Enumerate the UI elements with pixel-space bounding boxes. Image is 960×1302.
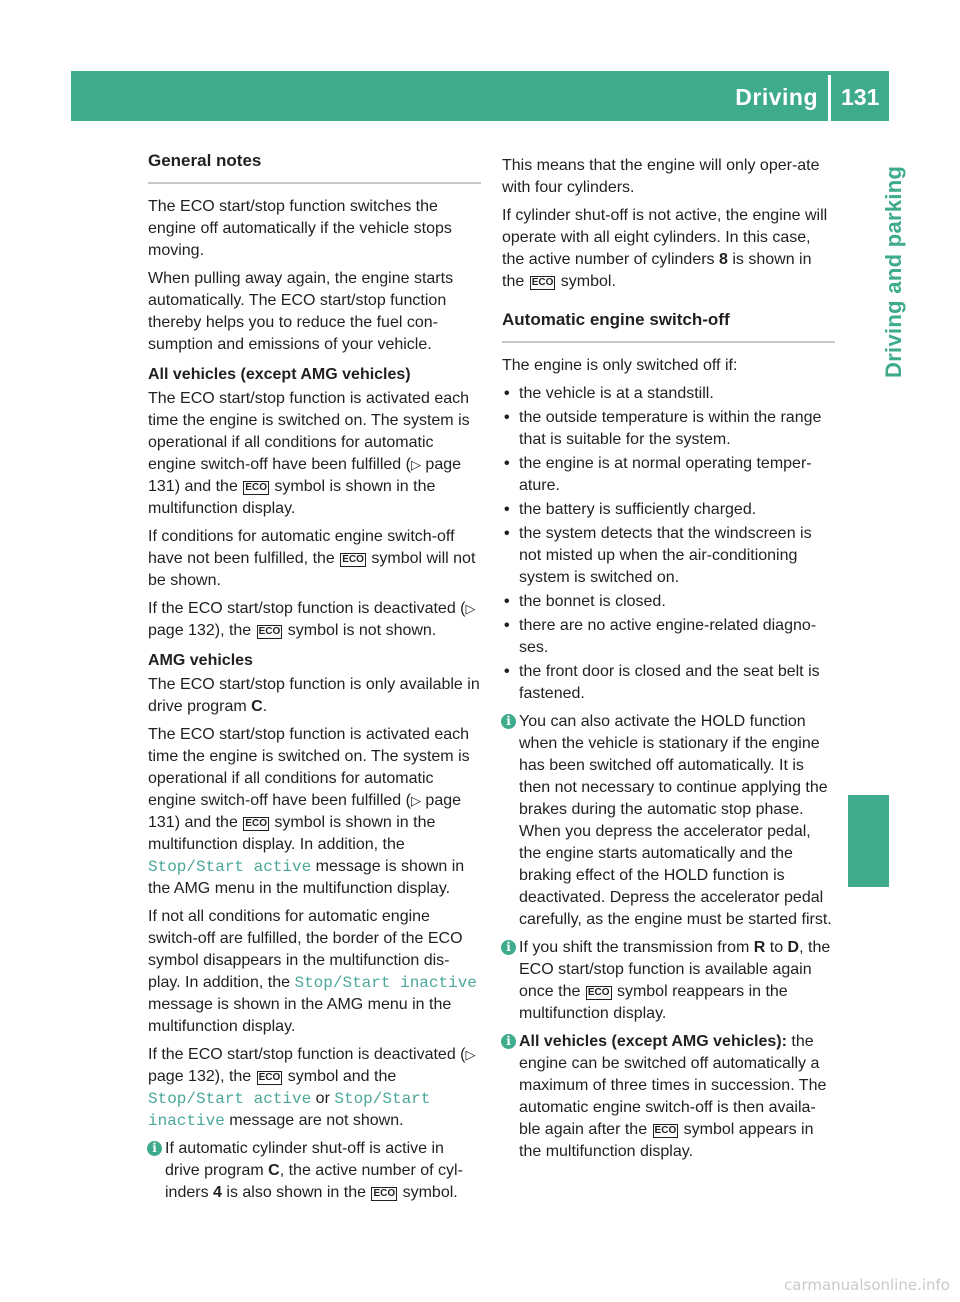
subheading-amg-vehicles: AMG vehicles (148, 652, 253, 669)
display-message: Stop/Start inactive (294, 974, 477, 992)
paragraph: If conditions for automatic engine switch-off have not been fulfilled, the ECO symbol will not be shown. (148, 528, 476, 589)
list-item: • the outside temperature is within the range that is suitable for the system. (502, 407, 835, 451)
paragraph: The ECO start/stop function is activated each time the engine is switched on. The system is operational if all conditions for automatic engine switch-off have been fulfilled (▷ page 131) and the ECO symbol is shown in the multifunction display. (148, 390, 470, 517)
eco-icon: ECO (654, 1125, 677, 1136)
eco-icon: ECO (258, 626, 281, 637)
right-column (502, 155, 835, 1169)
paragraph: The engine is only switched off if: (502, 357, 738, 374)
heading-general-notes: General notes (148, 150, 481, 184)
eco-icon: ECO (531, 277, 554, 288)
paragraph: When pulling away again, the engine starts automatically. The ECO start/stop function thereby helps you to reduce the fuel con-sumption and emissions of your vehicle. (148, 270, 454, 353)
paragraph: If not all conditions for automatic engine switch-off are fulfilled, the border of the ECO symbol disappears in the multifunction dis-play. In addition, the Stop/Start inactive message is shown in the AMG menu in the multifunction display. (148, 908, 477, 1035)
info-icon: i (147, 1141, 162, 1156)
info-note: i You can also activate the HOLD function when the vehicle is stationary if the engine has been switched off automatically. It is then not necessary to continue applying the brakes during the automatic stop phase. When you depress the accelerator pedal, the engine starts automatically and the braking effect of the HOLD function is deactivated. Depress the accelerator pedal carefully, as the engine must be started first. (502, 711, 835, 931)
page-ref-icon: ▷ (465, 601, 476, 616)
info-note: i If automatic cylinder shut-off is active in drive program C, the active number of cyl-inders 4 is also shown in the ECO symbol. (148, 1138, 481, 1204)
watermark: carmanualsonline.info (784, 1276, 950, 1294)
list-item: • the battery is sufficiently charged. (502, 499, 835, 521)
paragraph: The ECO start/stop function is activated each time the engine is switched on. The system is operational if all conditions for automatic engine switch-off have been fulfilled (▷ page 131) and the ECO symbol is shown in the multifunction display. In addition, the Stop/Start active message is shown in the AMG menu in the multifunction display. (148, 726, 470, 897)
subheading-all-vehicles: All vehicles (except AMG vehicles) (148, 366, 411, 383)
info-icon: i (501, 1034, 516, 1049)
info-icon: i (501, 714, 516, 729)
side-tab-label: Driving and parking (881, 165, 906, 378)
paragraph: If the ECO start/stop function is deactivated (▷ page 132), the ECO symbol is not shown. (148, 600, 476, 639)
paragraph: The ECO start/stop function switches the engine off automatically if the vehicle stops moving. (148, 198, 452, 259)
list-item: • there are no active engine-related diagno-ses. (502, 615, 835, 659)
paragraph: If cylinder shut-off is not active, the engine will operate with all eight cylinders. In this case, the active number of cylinders 8 is shown in the ECO symbol. (502, 207, 828, 290)
page-ref-icon: ▷ (410, 457, 421, 472)
paragraph: This means that the engine will only oper-ate with four cylinders. (502, 157, 820, 196)
page-number: 131 (841, 84, 880, 110)
list-item: • the system detects that the windscreen is not misted up when the air-conditioning system is switched on. (502, 523, 835, 589)
list-item: • the front door is closed and the seat belt is fastened. (502, 661, 835, 705)
display-message: Stop/Start active (148, 858, 312, 876)
eco-icon: ECO (245, 818, 267, 829)
display-message: Stop/Start active (148, 1090, 312, 1108)
list-item: • the bonnet is closed. (502, 591, 835, 613)
eco-icon: ECO (587, 987, 610, 998)
eco-icon: ECO (373, 1188, 396, 1199)
display-message: Stop/Start inactive (148, 1090, 431, 1130)
info-note: i All vehicles (except AMG vehicles): the engine can be switched off automatically a maximum of three times in succession. The automatic engine switch-off is then availa-ble again after the ECO symbol appears in the multifunction display. (502, 1031, 835, 1163)
eco-icon: ECO (342, 554, 364, 565)
page-ref-icon: ▷ (410, 793, 421, 808)
condition-list (502, 383, 835, 705)
list-item: • the engine is at normal operating temper-ature. (502, 453, 835, 497)
list-item: • the vehicle is at a standstill. (502, 383, 835, 405)
info-icon: i (501, 940, 516, 955)
eco-icon: ECO (245, 482, 267, 493)
info-note: i If you shift the transmission from R to D, the ECO start/stop function is available again once the ECO symbol reappears in the multifunction display. (502, 937, 835, 1025)
side-tab-marker (848, 795, 889, 887)
page-ref-icon: ▷ (465, 1047, 476, 1062)
header-separator (828, 75, 831, 121)
eco-icon: ECO (258, 1072, 281, 1083)
left-column (148, 150, 481, 1210)
heading-automatic-engine-switch-off: Automatic engine switch-off (502, 309, 835, 343)
paragraph: The ECO start/stop function is only available in drive program C. (148, 676, 480, 715)
paragraph: If the ECO start/stop function is deactivated (▷ page 132), the ECO symbol and the Stop/Start active or Stop/Start inactive message are not shown. (148, 1046, 476, 1130)
section-title: Driving (735, 84, 818, 110)
